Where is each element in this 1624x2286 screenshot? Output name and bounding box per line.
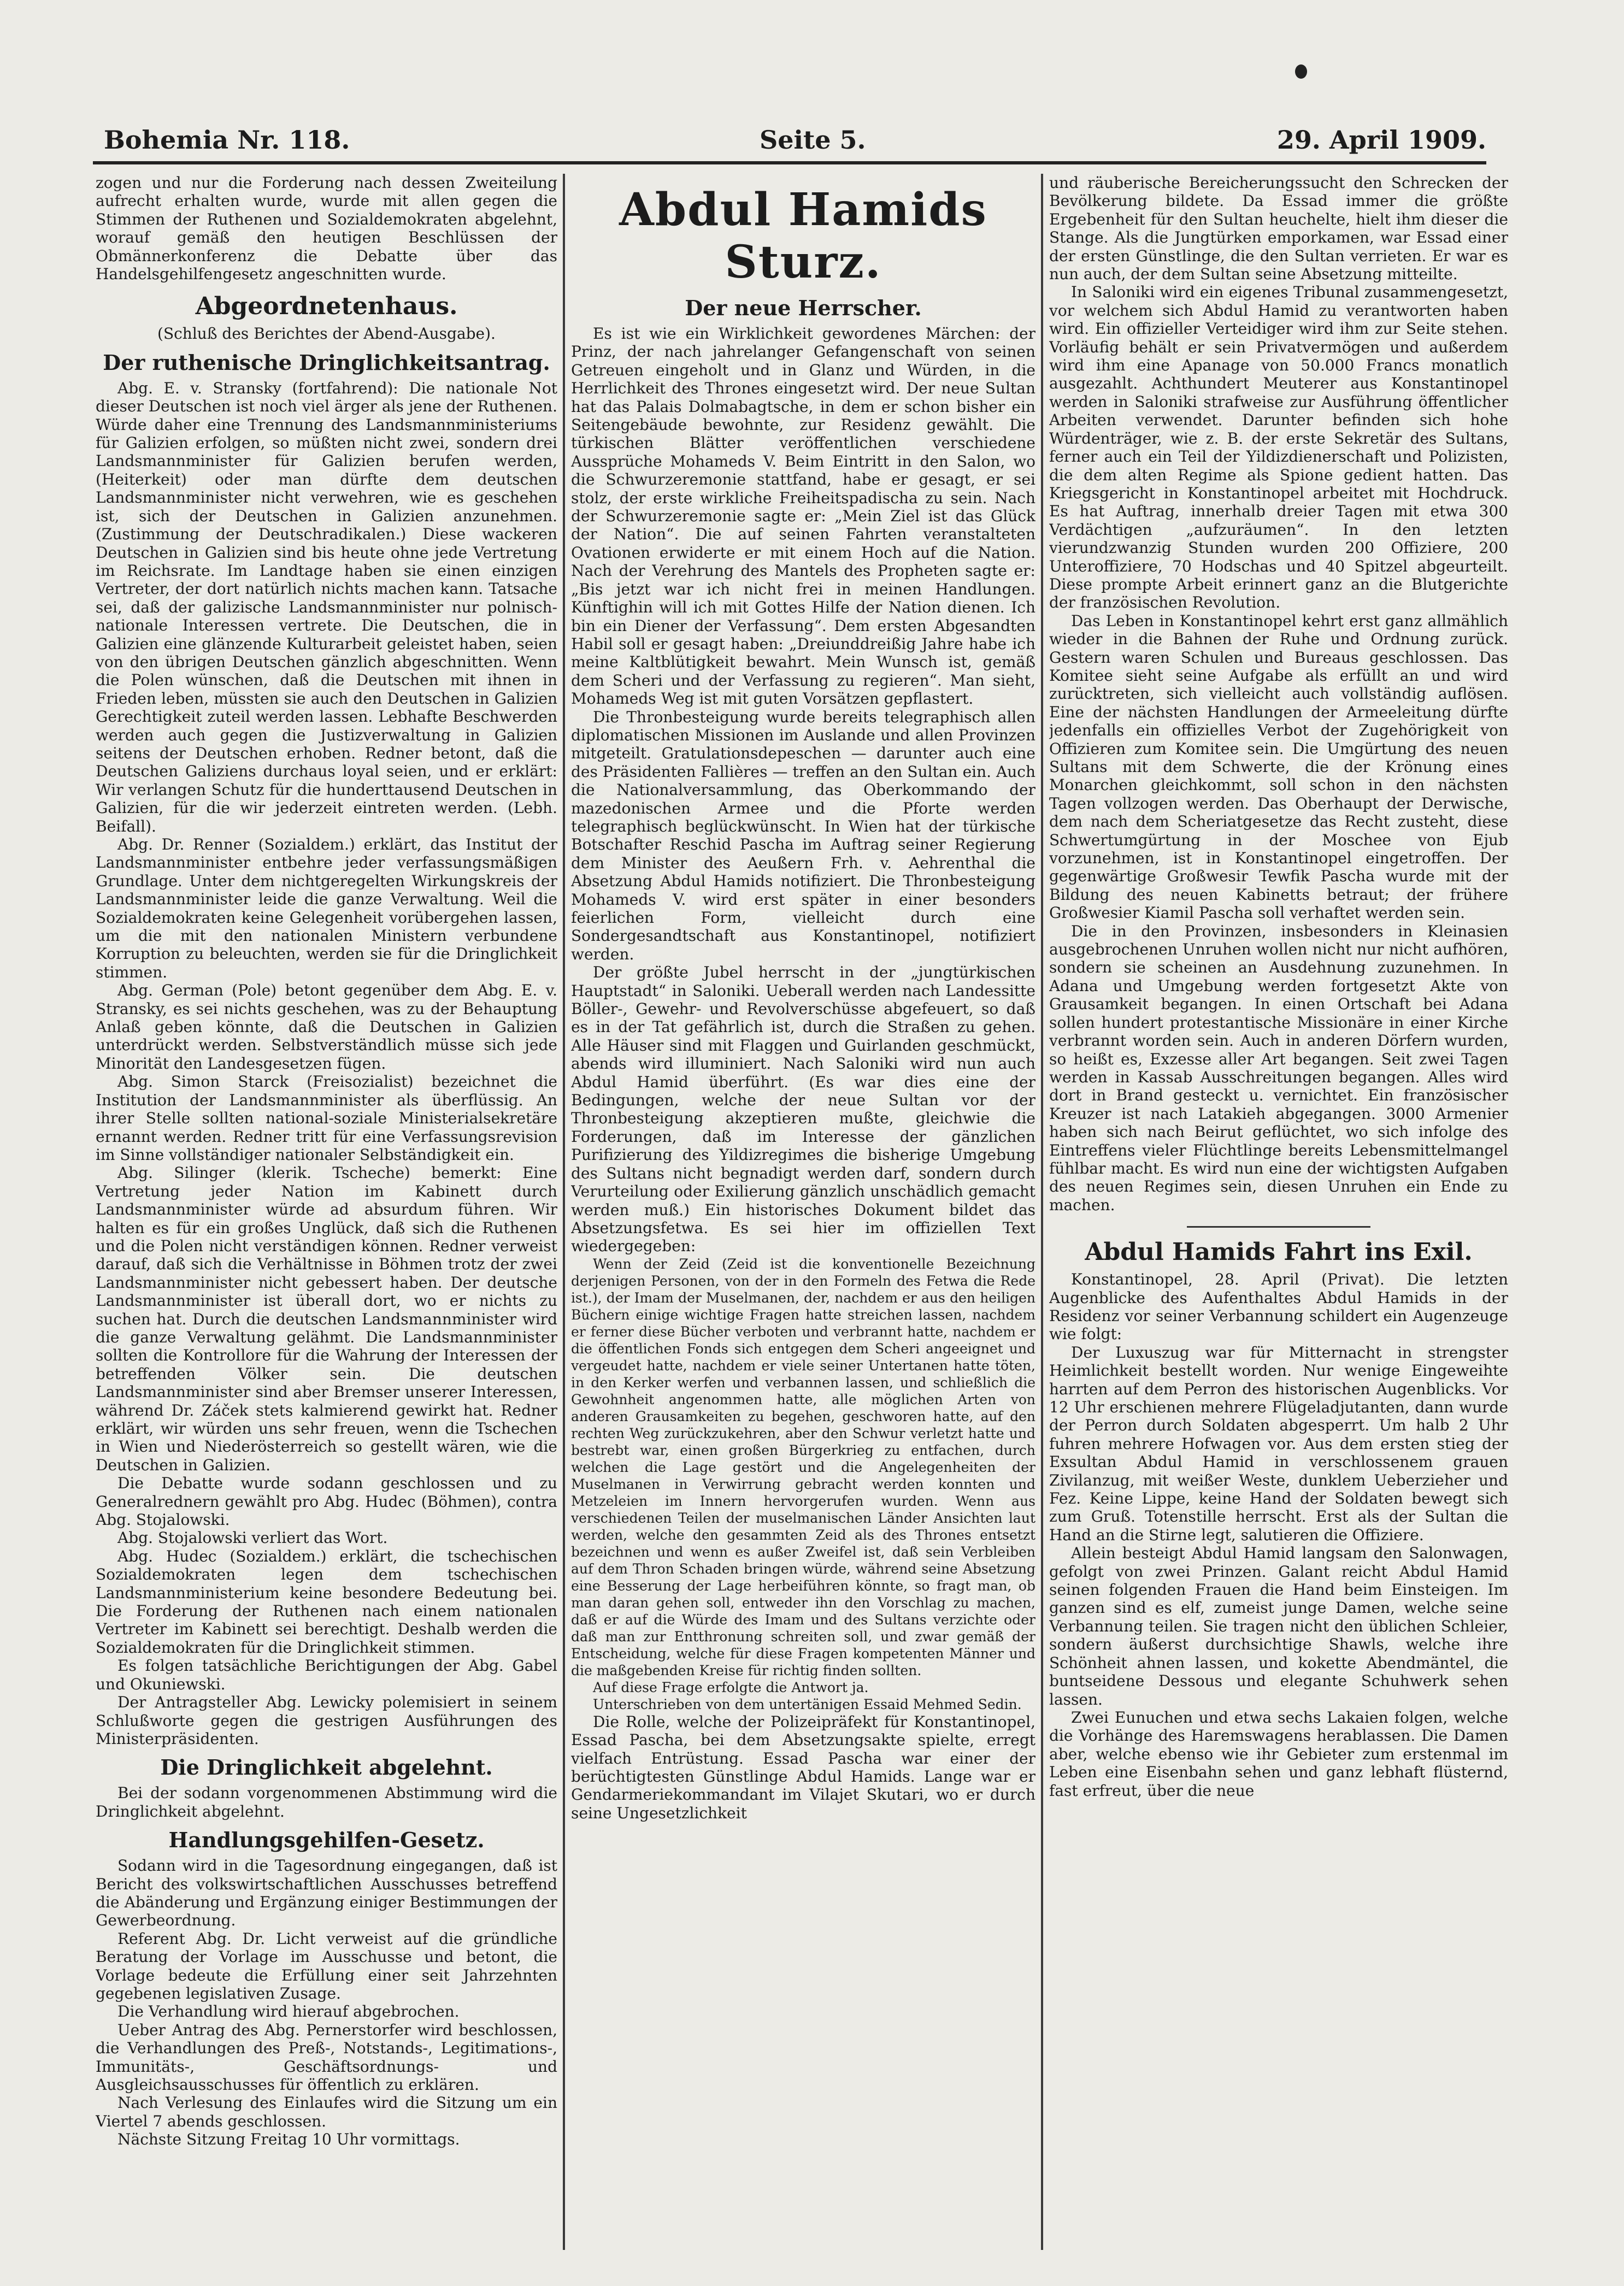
article-paragraph: Abg. E. v. Stransky (fortfahrend): Die nationale Not dieser Deutschen ist noch viel ärger als jene der Ruthenen. Würde daher eine Trennung des Landsmannministeriums für Galizien erfolgen, so müßten nicht zwei, sondern drei Landsmannminister für Galizien berufen werden, (Heiterkeit) oder man dürfte dem deutschen Landsmannminister nicht verwehren, wie es geschehen ist, sich der Deutschen in Galizien anzunehmen. (Zustimmung der Deutschradikalen.) Diese wackeren Deutschen in Galizien sind bis heute ohne jede Vertretung im Reichsrate. Im Landtage haben sie einen einzigen Vertreter, der dort natürlich nichts machen kann. Tatsache sei, daß der galizische Landsmannminister nur polnisch-nationale Interessen vertrete. Die Deutschen, die in Galizien eine glänzende Kulturarbeit geleistet haben, seien von den übrigen Deutschen gänzlich abgeschnitten. Wenn die Polen wünschen, daß die Deutschen mit ihnen in Frieden leben, müssten sie auch den Deutschen in Galizien Gerechtigkeit zuteil werden lassen. Lebhafte Beschwerden werden auch gegen die Justizverwaltung in Galizien seitens der Deutschen erhoben. Redner betont, daß die Deutschen Galiziens durchaus loyal seien, und er erklärt: Wir verlangen Schutz für die hunderttausend Deutschen in Galizien, für die wir jederzeit eintreten werden. (Lebh. Beifall). [96,379,557,835]
article-paragraph: Abg. German (Pole) betont gegenüber dem Abg. E. v. Stransky, es sei nichts geschehen, was zu der Behauptung Anlaß geben könnte, daß die Deutschen in Galizien unterdrückt werden. Selbstverständlich müsse sich jede Minorität den Landesgesetzen fügen. [96,981,557,1073]
article-paragraph: Abg. Stojalowski verliert das Wort. [117,1529,388,1547]
article-paragraph: Die Verhandlung wird hierauf abgebrochen. [117,2002,460,2021]
article-paragraph: Allein besteigt Abdul Hamid langsam den Salonwagen, gefolgt von zwei Prinzen. Galant reicht Abdul Hamid seinen folgenden Frauen die Hand beim Einsteigen. Im ganzen sind es elf, zumeist junge Damen, welche seine Verbannung teilen. Sie tragen nicht den üblichen Schleier, sondern äußerst durchsichtige Shawls, welche ihre Schönheit ahnen lassen, und kokette Abendmäntel, die buntseidene Dessous und elegante Schuhwerk sehen lassen. [1049,1544,1508,1708]
article-paragraph: Referent Abg. Dr. Licht verweist auf die gründliche Beratung der Vorlage im Ausschusse und betont, die Vorlage bedeute die Erfüllung einer seit Jahrzehnten gegebenen legislativen Zusage. [96,1929,557,2002]
subheadline-new-ruler: Der neue Herrscher. [685,296,922,320]
article-paragraph: Bei der sodann vorgenommenen Abstimmung wird die Dringlichkeit abgelehnt. [96,1784,557,1820]
article-paragraph: und räuberische Bereicherungssucht den Schrecken der Bevölkerung bildete. Da Essad immer die größte Ergebenheit für den Sultan heuchelte, hielt ihm dieser die Stange. Als die Jungtürken emporkamen, war Essad einer der ersten Günstlinge, die den Sultan verrieten. Er war es nun auch, der dem Sultan seine Absetzung mitteilte. [1049,174,1508,284]
section-heading-ruthenian-motion: Der ruthenische Dringlichkeitsantrag. [103,350,550,375]
article-paragraph: Es ist wie ein Wirklichkeit gewordenes Märchen: der Prinz, der nach jahrelanger Gefangenschaft von seinen Getreuen eingeholt und in Glanz und Würden, in die Herrlichkeit des Thrones eingesetzt wird. Der neue Sultan hat das Palais Dolmabagtsche, in dem er schon bisher ein Seitengebäude bewohnte, zur Residenz gewählt. Die türkischen Blätter veröffentlichen verschiedene Aussprüche Mohameds V. Beim Eintritt in den Salon, wo die Schwurzeremonie stattfand, habe er gesagt, er sei stolz, der erste wirkliche Freiheitspadischa zu sein. Nach der Schwurzeremonie sagte er: „Mein Ziel ist das Glück der Nation“. Die auf seinen Fahrten veranstalteten Ovationen erwiderte er mit einem Hoch auf die Nation. Nach der Verehrung des Mantels des Propheten sagte er: „Bis jetzt war ich nicht frei in meinen Handlungen. Künftighin will ich mit Gottes Hilfe der Nation dienen. Ich bin ein Diener der Verfassung“. Dem ersten Abgesandten Habil soll er gesagt haben: „Dreiunddreißig Jahre habe ich meine Kaltblütigkeit bewahrt. Mein Wunsch ist, gemäß dem Scheri und der Verfassung zu regieren“. Man sieht, Mohameds Weg ist mit guten Vorsätzen gepflastert. [571,325,1035,708]
article-paragraph: Das Leben in Konstantinopel kehrt erst ganz allmählich wieder in die Bahnen der Ruhe und Ordnung zurück. Gestern waren Schulen und Bureaus geschlossen. Das Komitee sieht seine Aufgabe als erfüllt an und wird zurücktreten, sich vielleicht auch vollständig auflösen. Eine der nächsten Handlungen der Armeeleitung dürfte jedenfalls ein offizielles Verbot der Zugehörigkeit von Offizieren zum Komitee sein. Die Umgürtung des neuen Sultans mit dem Schwerte, die der Krönung eines Monarchen gleichkommt, soll schon in den nächsten Tagen vollzogen werden. Das Oberhaupt der Derwische, dem nach dem Scheriatgesetze das Recht zusteht, diese Schwertumgürtung in der Moschee von Ejub vorzunehmen, ist in Konstantinopel eingetroffen. Der gegenwärtige Großwesir Tewfik Pascha wurde mit der Bildung des neuen Kabinetts betraut; der frühere Großwesier Kiamil Pascha soll verhaftet werden sein. [1049,611,1508,922]
section-heading-abgeordnetenhaus: Abgeordnetenhaus. [195,292,458,321]
ink-spot [1295,64,1307,79]
article-paragraph: Sodann wird in die Tagesordnung eingegangen, daß ist Bericht des volkswirtschaftlichen Ausschusses betreffend die Abänderung und Ergänzung einiger Bestimmungen der Gewerbeordnung. [96,1857,557,1930]
article-paragraph: Konstantinopel, 28. April (Privat). Die letzten Augenblicke des Aufenthaltes Abdul Hamids in der Residenz vor seiner Verbannung schildert ein Augenzeuge wie folgt: [1049,1270,1508,1344]
header-page-number: Seite 5. [760,125,866,155]
article-paragraph: Die Thronbesteigung wurde bereits telegraphisch allen diplomatischen Missionen im Auslande und allen Provinzen mitgeteilt. Gratulationsdepeschen — darunter auch eine des Präsidenten Fallières — treffen an den Sultan ein. Auch die Nationalversammlung, das Oberkommando der mazedonischen Armee und die Pforte werden telegraphisch beglückwünscht. In Wien hat der türkische Botschafter Reschid Pascha im Auftrag seiner Regierung dem Minister des Aeußern Frh. v. Aehrenthal die Absetzung Abdul Hamids notifiziert. Die Thronbesteigung Mohameds V. wird erst später in einer besonders feierlichen Form, vielleicht durch eine Sondergesandtschaft aus Konstantinopel, notifiziert werden. [571,708,1035,963]
column-rule-2 [1041,174,1043,2250]
section-heading-commercial-employees-law: Handlungsgehilfen-Gesetz. [168,1828,485,1853]
article-paragraph: Die Rolle, welche der Polizeipräfekt für Konstantinopel, Essad Pascha, bei dem Absetzungsakte spielte, erregt vielfach Entrüstung. Essad Pascha war einer der berüchtigtesten Günstlinge Abdul Hamids. Lange war er Gendarmeriekommandant im Vilajet Skutari, wo er durch seine Ungesetzlichkeit [571,1712,1035,1822]
article-paragraph: Abg. Dr. Renner (Sozialdem.) erklärt, das Institut der Landsmannminister entbehre jeder verfassungsmäßigen Grundlage. Unter dem nichtgeregelten Wirkungskreis der Landsmannminister leide die ganze Verwaltung. Weil die Sozialdemokraten keine Gelegenheit vorübergehen lassen, um die mit den nationalen Ministern verbundene Korruption zu beleuchten, werden sie für die Dringlichkeit stimmen. [96,835,557,981]
article-paragraph: In Saloniki wird ein eigenes Tribunal zusammengesetzt, vor welchem sich Abdul Hamid zu verantworten haben wird. Ein offizieller Verteidiger wird ihm zur Seite stehen. Vorläufig behält er sein Privatvermögen und außerdem wird ihm eine Apanage von 50.000 Francs monatlich ausgezahlt. Achthundert Meuterer aus Konstantinopel werden in Saloniki strafweise zur Ausführung öffentlicher Arbeiten verwendet. Darunter befinden sich hohe Würdenträger, wie z. B. der erste Sekretär des Sultans, ferner auch ein Teil der Yildizdienerschaft und Polizisten, die dem alten Regime als Spione gedient hatten. Das Kriegsgericht in Konstantinopel arbeitet mit Hochdruck. Es hat Auftrag, innerhalb dreier Tagen mit etwa 300 Verdächtigen „aufzuräumen“. In den letzten vierundzwanzig Stunden wurden 200 Offiziere, 200 Unteroffiziere, 70 Hodschas und 40 Spitzel abgeurteilt. Diese prompte Arbeit erinnert ganz an die Blutgerichte der französischen Revolution. [1049,283,1508,612]
article-paragraph: Zwei Eunuchen und etwa sechs Lakaien folgen, welche die Vorhänge des Haremswagens herablassen. Die Damen aber, welche ebenso wie ihr Gebieter zum erstenmal im Leben eine Eisenbahn sehen und ganz lebhaft flüsternd, fast erfreut, über die neue [1049,1708,1508,1800]
article-paragraph: Die in den Provinzen, insbesonders in Kleinasien ausgebrochenen Unruhen wollen nicht nur nicht aufhören, sondern sie scheinen an Ausdehnung zuzunehmen. In Adana und Umgebung werden fortgesetzt Akte von Grausamkeit begangen. In einen Ortschaft bei Adana sollen hundert protestantische Missionäre in einer Kirche verbrannt worden sein. Auch in anderen Dörfern wurden, so heißt es, Exzesse aller Art begangen. Seit zwei Tagen werden in Kassab Ausschreitungen begangen. Alles wird dort in Brand gesteckt u. vernichtet. Ein französischer Kreuzer ist nach Latakieh abgegangen. 3000 Armenier haben sich nach Beirut geflüchtet, wo sich infolge des Eintreffens vieler Flüchtlinge bereits Lebensmittelmangel fühlbar macht. Es wird nun eine der wichtigsten Aufgaben des neuen Regimes sein, diesen Unruhen ein Ende zu machen. [1049,922,1508,1214]
quoted-fetwa-text: Wenn der Zeid (Zeid ist die konventionelle Bezeichnung derjenigen Personen, von der in den Formeln des Fetwa die Rede ist.), der Imam der Muselmanen, der, nachdem er aus den heiligen Büchern einige wichtige Fragen hatte streichen lassen, nachdem er ferner diese Bücher verboten und verbrannt hatte, nachdem er die öffentlichen Fonds sich entgegen dem Scheri angeeignet und vergeudet hatte, nachdem er viele seiner Untertanen hatte töten, in den Kerker werfen und verbannen lassen, und schließlich die Gewohnheit angenommen hatte, alle möglichen Arten von anderen Grausamkeiten zu begehen, geschworen hatte, auf den rechten Weg zurückzukehren, aber den Schwur verletzt hatte und bestrebt war, einen großen Bürgerkrieg zu entfachen, durch welchen die Lage gestört und die Angelegenheiten der Muselmanen in Verwirrung gebracht werden konnten und Metzeleien im Innern hervorgerufen wurden. Wenn aus verschiedenen Teilen der muselmanischen Länder Ansichten laut werden, welche den gesammten Zeid als des Thrones entsetzt bezeichnen und wenn es außer Zweifel ist, daß sein Verbleiben auf dem Thron Schaden bringen würde, während seine Absetzung eine Besserung der Lage herbeiführen könnte, so fragt man, ob man daran gehen soll, entweder ihn den Vorschlag zu machen, daß er auf die Würde des Imam und des Sultans verzichte oder daß man zur Entthronung schreiten soll, und zwar gemäß der Entscheidung, welche für diese Fragen kompetenten Männer und die maßgebenden Kreise für richtig finden sollten. [571,1256,1035,1678]
header-newspaper-issue: Bohemia Nr. 118. [104,125,350,155]
article-paragraph: Der Luxuszug war für Mitternacht in strengster Heimlichkeit bestellt worden. Nur wenige Eingeweihte harrten auf dem Perron des historischen Augenblicks. Vor 12 Uhr erschienen mehrere Flügeladjutanten, dann wurde der Perron durch Soldaten abgesperrt. Um halb 2 Uhr fuhren mehrere Hofwagen vor. Aus dem ersten stieg der Exsultan Abdul Hamid in verschlossenem grauen Zivilanzug, mit weißer Weste, dunklem Ueberzieher und Fez. Keine Lippe, keine Hand der Soldaten bewegt sich zum Gruß. Totenstille herrscht. Erst als der Sultan die Hand an die Stirne legt, salutieren die Offiziere. [1049,1343,1508,1544]
header-date: 29. April 1909. [1276,125,1486,155]
article-paragraph: Der größte Jubel herrscht in der „jungtürkischen Hauptstadt“ in Saloniki. Ueberall werden nach Landessitte Böller-, Gewehr- und Revolverschüsse abgefeuert, so daß es in der Tat gefährlich ist, durch die Straßen zu gehen. Alle Häuser sind mit Flaggen und Guirlanden geschmückt, abends wird illuminiert. Nach Saloniki wird nun auch Abdul Hamid überführt. (Es war dies eine der Bedingungen, welche der neue Sultan vor der Thronbesteigung akzeptieren mußte, gleichwie die Forderungen, daß im Interesse der gänzlichen Purifizierung des Yildizregimes die bisherige Umgebung des Sultans nicht begnadigt werden darf, sondern durch Verurteilung oder Exilierung gänzlich unschädlich gemacht werden muß.) Ein historisches Dokument bildet das Absetzungsfetwa. Es sei hier im offiziellen Text wiedergegeben: [571,963,1035,1256]
article-paragraph: Ueber Antrag des Abg. Pernerstorfer wird beschlossen, die Verhandlungen des Preß-, Notstands-, Legitimations-, Immunitäts-, Geschäftsordnungs- und Ausgleichsausschusses für öffentlich zu erklären. [96,2020,557,2094]
headline-exile-journey: Abdul Hamids Fahrt ins Exil. [1085,1238,1473,1266]
article-paragraph: Der Antragsteller Abg. Lewicky polemisiert in seinem Schlußworte gegen die gestrigen Ausführungen des Ministerpräsidenten. [96,1693,557,1748]
article-paragraph: Abg. Hudec (Sozialdem.) erklärt, die tschechischen Sozialdemokraten legen dem tschechischen Landsmannministerium keine besondere Bedeutung bei. Die Forderung der Ruthenen nach einem nationalen Vertreter im Kabinett sei berechtigt. Deshalb werden die Sozialdemokraten für die Dringlichkeit stimmen. [96,1547,557,1657]
article-paragraph: Nach Verlesung des Einlaufes wird die Sitzung um ein Viertel 7 abends geschlossen. [96,2094,557,2130]
column-rule-1 [563,174,565,2250]
quoted-fetwa-signature: Unterschrieben von dem untertänigen Essaid Mehmed Sedin. [593,1696,1022,1712]
column-3 [1049,174,1508,2250]
column-2 [571,174,1035,2250]
article-paragraph: Es folgen tatsächliche Berichtigungen der Abg. Gabel und Okuniewski. [96,1657,557,1693]
article-paragraph: Abg. Simon Starck (Freisozialist) bezeichnet die Institution der Landsmannminister als überflüssig. An ihrer Stelle sollten national-soziale Ministerialsekretäre ernannt werden. Redner tritt für eine Verfassungsrevision im Sinne vollständiger nationaler Selbständigkeit ein. [96,1073,557,1164]
article-paragraph: Nächste Sitzung Freitag 10 Uhr vormittags. [117,2130,460,2149]
section-divider [1187,1226,1370,1228]
section-heading-urgency-rejected: Die Dringlichkeit abgelehnt. [160,1755,493,1780]
column-1 [96,174,557,2250]
article-paragraph: Die Debatte wurde sodann geschlossen und zu Generalrednern gewählt pro Abg. Hudec (Böhmen), contra Abg. Stojalowski. [96,1474,557,1529]
page-header [93,117,1486,164]
headline-abdul-hamids-sturz: Abdul Hamids Sturz. [619,184,987,288]
section-subheading: (Schluß des Berichtes der Abend-Ausgabe). [157,325,496,343]
article-paragraph: zogen und nur die Forderung nach dessen Zweiteilung aufrecht erhalten wurde, wurde mit allen gegen die Stimmen der Ruthenen und Sozialdemokraten abgelehnt, worauf gemäß den heutigen Beschlüssen der Obmännerkonferenz die Debatte über das Handelsgehilfengesetz angeschnitten wurde. [96,174,557,284]
article-paragraph: Abg. Silinger (klerik. Tscheche) bemerkt: Eine Vertretung jeder Nation im Kabinett durch Landsmannminister würde ad absurdum führen. Wir halten es für ein großes Unglück, daß sich die Ruthenen und die Polen nicht verständigen können. Redner verweist darauf, daß sich die Verhältnisse in Böhmen trotz der zwei Landsmannminister nicht gebessert haben. Der deutsche Landsmannminister ist überall dort, wo er nichts zu suchen hat. Durch die deutschen Landsmannminister wird die ganze Verwaltung gelähmt. Die Landsmannminister sollten die Kontrollore für die Wahrung der Interessen der betreffenden Völker sein. Die deutschen Landsmannminister sind aber Bremser unserer Interessen, während Dr. Záček stets kalmierend gewirkt hat. Redner erklärt, wir würden uns sehr freuen, wenn die Tschechen in Wien und Niederösterreich so gestellt wären, wie die Deutschen in Galizien. [96,1164,557,1474]
quoted-fetwa-answer: Auf diese Frage erfolgte die Antwort ja. [593,1679,869,1695]
